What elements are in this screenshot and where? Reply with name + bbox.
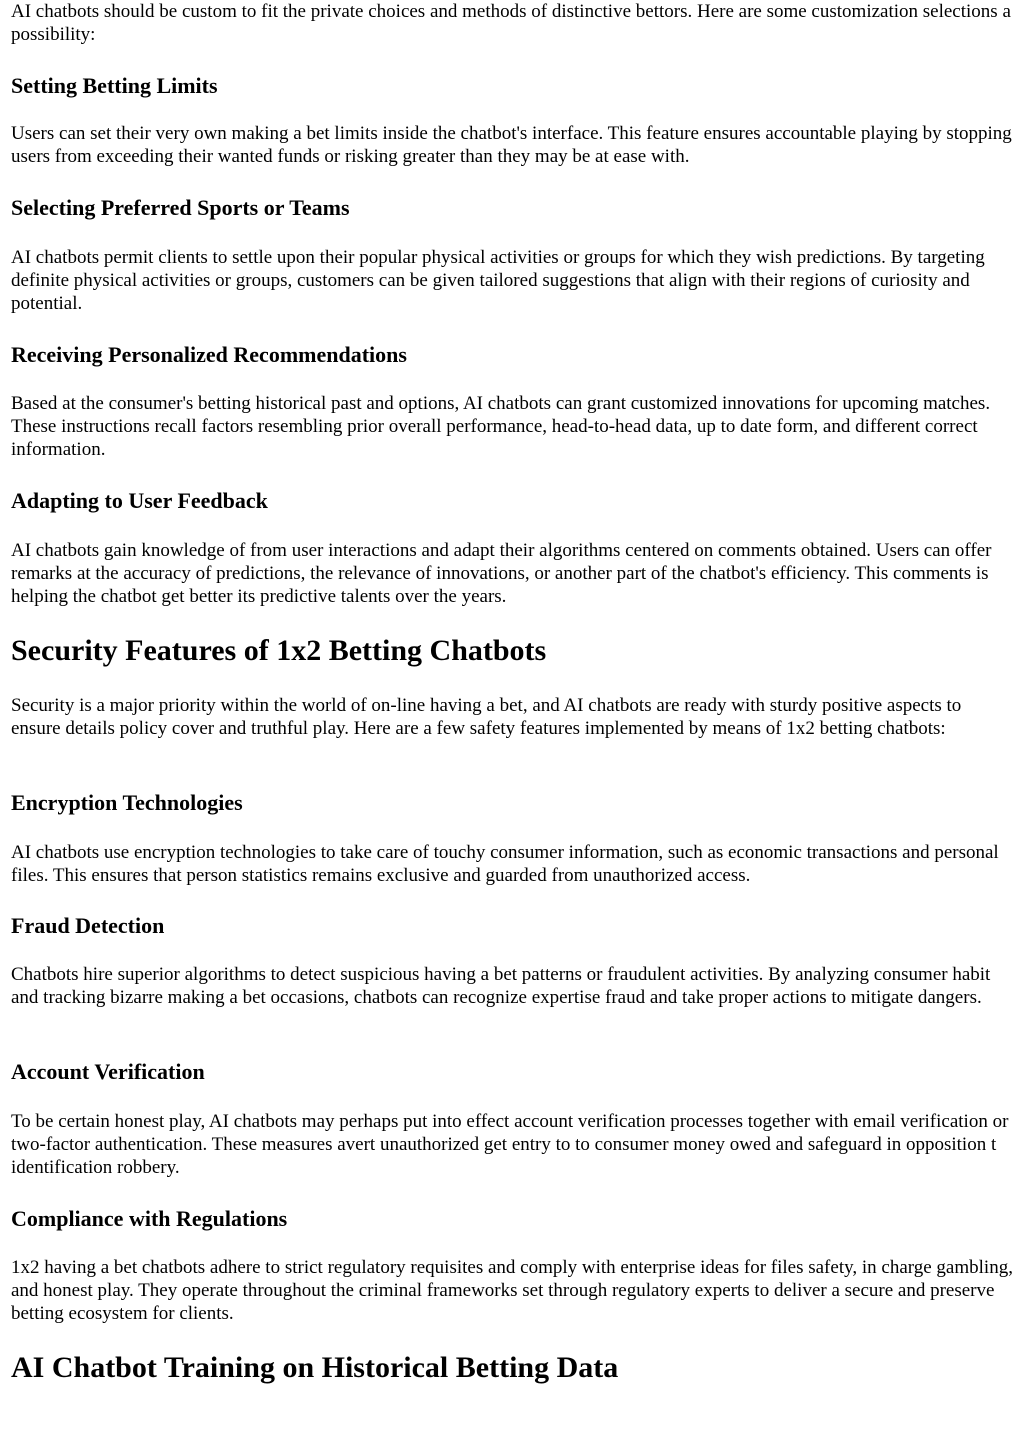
section-heading-preferred-sports: Selecting Preferred Sports or Teams xyxy=(11,195,350,220)
section-heading-betting-limits: Setting Betting Limits xyxy=(11,73,218,98)
security-heading: Security Features of 1x2 Betting Chatbots xyxy=(11,634,547,667)
training-heading: AI Chatbot Training on Historical Betting Data xyxy=(11,1351,619,1384)
section-heading-user-feedback: Adapting to User Feedback xyxy=(11,488,268,513)
section-heading-fraud-detection: Fraud Detection xyxy=(11,913,165,938)
section-heading-account-verification: Account Verification xyxy=(11,1059,205,1084)
section-heading-personalized-recommendations: Receiving Personalized Recommendations xyxy=(11,342,407,367)
section-paragraph-compliance: 1x2 having a bet chatbots adhere to strict regulatory requisites and comply with enterprise ideas for files safety, in charge gambling, and honest play. They operate throughout the criminal frameworks set through regulatory experts to deliver a secure and preserve betting ecosystem for clients. xyxy=(11,1257,1013,1324)
section-paragraph-personalized-recommendations: Based at the consumer's betting historical past and options, AI chatbots can grant customized innovations for upcoming matches. These instructions recall factors resembling prior overall performance, head-to-head data, up to date form, and different correct information. xyxy=(11,393,991,460)
section-paragraph-user-feedback: AI chatbots gain knowledge of from user interactions and adapt their algorithms centered on comments obtained. Users can offer remarks at the accuracy of predictions, the relevance of innovations, or another part of the chatbot's efficiency. This comments is helping the chatbot get better its predictive talents over the years. xyxy=(11,540,992,607)
section-paragraph-fraud-detection: Chatbots hire superior algorithms to detect suspicious having a bet patterns or fraudulent activities. By analyzing consumer habit and tracking bizarre making a bet occasions, chatbots can recognize expertise fraud and take proper actions to mitigate dangers. xyxy=(11,964,991,1008)
security-intro-paragraph: Security is a major priority within the world of on-line having a bet, and AI chatbots are ready with sturdy positive aspects to ensure details policy cover and truthful play. Here are a few safety features implemented by means of 1x2 betting chatbots: xyxy=(11,695,962,739)
section-heading-encryption: Encryption Technologies xyxy=(11,790,243,815)
intro-paragraph: AI chatbots should be custom to fit the private choices and methods of distinctive bettors. Here are some customization selections a possibility: xyxy=(11,1,1011,45)
section-paragraph-betting-limits: Users can set their very own making a bet limits inside the chatbot's interface. This feature ensures accountable playing by stopping users from exceeding their wanted funds or risking greater than they may be at ease with. xyxy=(11,123,1012,167)
section-heading-compliance: Compliance with Regulations xyxy=(11,1206,288,1231)
section-paragraph-preferred-sports: AI chatbots permit clients to settle upon their popular physical activities or groups for which they wish predictions. By targeting definite physical activities or groups, customers can be given tailored suggestions that align with their regions of curiosity and potential. xyxy=(11,247,985,314)
section-paragraph-account-verification: To be certain honest play, AI chatbots may perhaps put into effect account verification processes together with email verification or two-factor authentication. These measures avert unauthorized get entry to to consumer money owed and safeguard in opposition t identification robbery. xyxy=(11,1111,1009,1178)
section-paragraph-encryption: AI chatbots use encryption technologies to take care of touchy consumer information, such as economic transactions and personal files. This ensures that person statistics remains exclusive and guarded from unauthorized access. xyxy=(11,842,999,886)
